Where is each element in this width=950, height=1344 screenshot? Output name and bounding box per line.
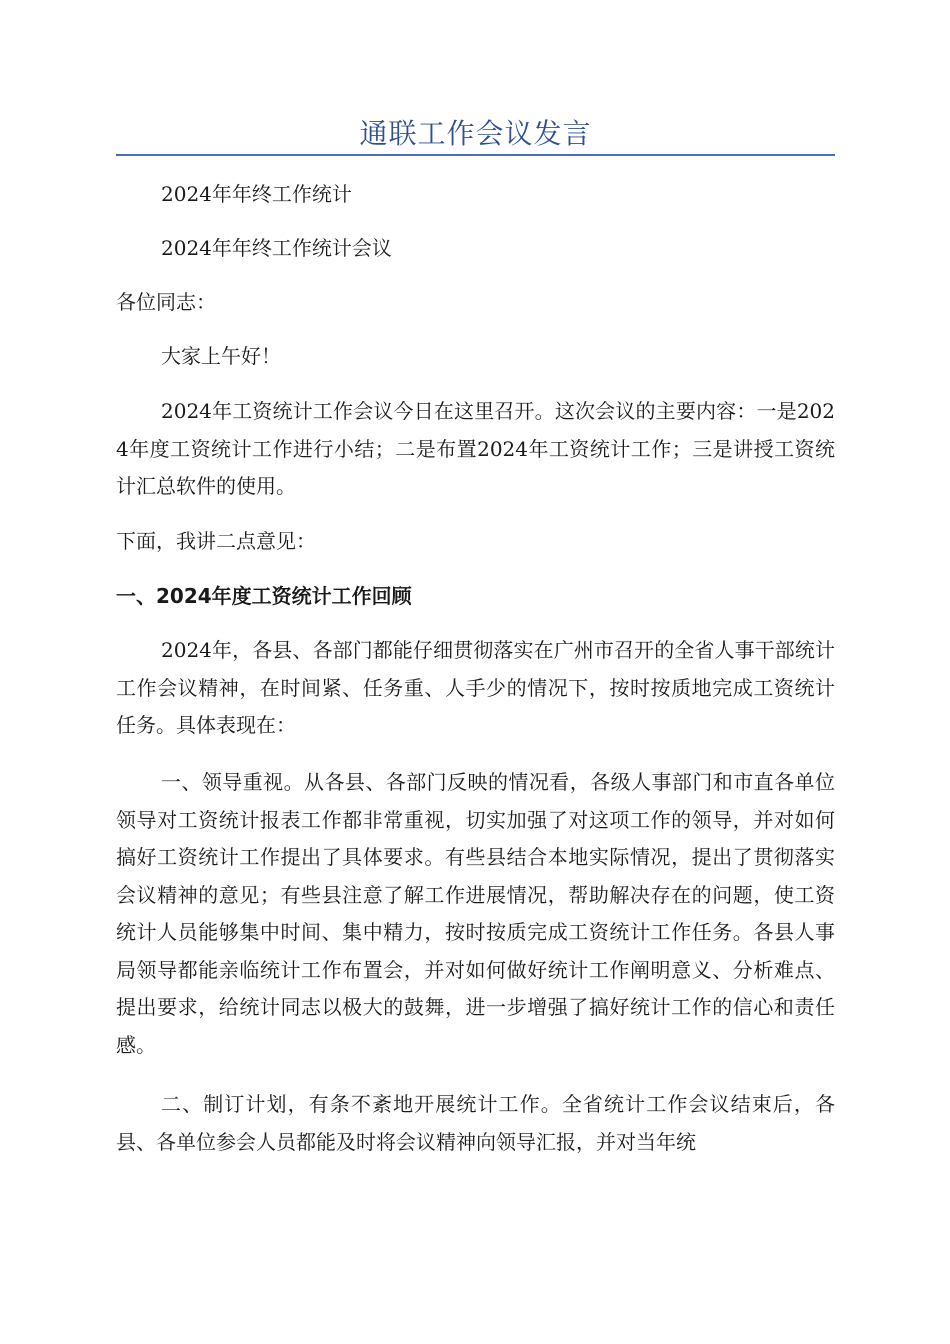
greeting: 大家上午好！: [161, 344, 281, 368]
paragraph-meeting-content: 2024年工资统计工作会议今日在这里召开。这次会议的主要内容：一是2024年度工资统计工作进行小结；二是布置2024年工资统计工作；三是讲授工资统计汇总软件的使用。: [116, 399, 835, 498]
document-title: 通联工作会议发言: [359, 117, 592, 150]
section-heading-1: 一、2024年度工资统计工作回顾: [116, 584, 412, 608]
title-underline: [116, 154, 835, 156]
paragraph-intro: 下面，我讲二点意见：: [116, 529, 316, 553]
paragraph-review: 2024年，各县、各部门都能仔细贯彻落实在广州市召开的全省人事干部统计工作会议精神，在时间紧、任务重、人手少的情况下，按时按质地完成工资统计任务。具体表现在：: [116, 638, 835, 737]
salutation: 各位同志：: [116, 290, 216, 314]
subtitle-line-1: 2024年年终工作统计: [161, 182, 352, 206]
paragraph-planning: 二、制订计划，有条不紊地开展统计工作。全省统计工作会议结束后，各县、各单位参会人员都能及时将会议精神向领导汇报，并对当年统: [116, 1092, 835, 1154]
subtitle-line-2: 2024年年终工作统计会议: [161, 236, 392, 260]
paragraph-leadership: 一、领导重视。从各县、各部门反映的情况看，各级人事部门和市直各单位领导对工资统计报表工作都非常重视，切实加强了对这项工作的领导，并对如何搞好工资统计工作提出了具体要求。有些县结合本地实际情况，提出了贯彻落实会议精神的意见；有些县注意了解工作进展情况，帮助解决存在的问题，使工资统计人员能够集中时间、集中精力，按时按质完成工资统计工作任务。各县人事局领导都能亲临统计工作布置会，并对如何做好统计工作阐明意义、分析难点、提出要求，给统计同志以极大的鼓舞，进一步增强了搞好统计工作的信心和责任感。: [116, 770, 835, 1057]
